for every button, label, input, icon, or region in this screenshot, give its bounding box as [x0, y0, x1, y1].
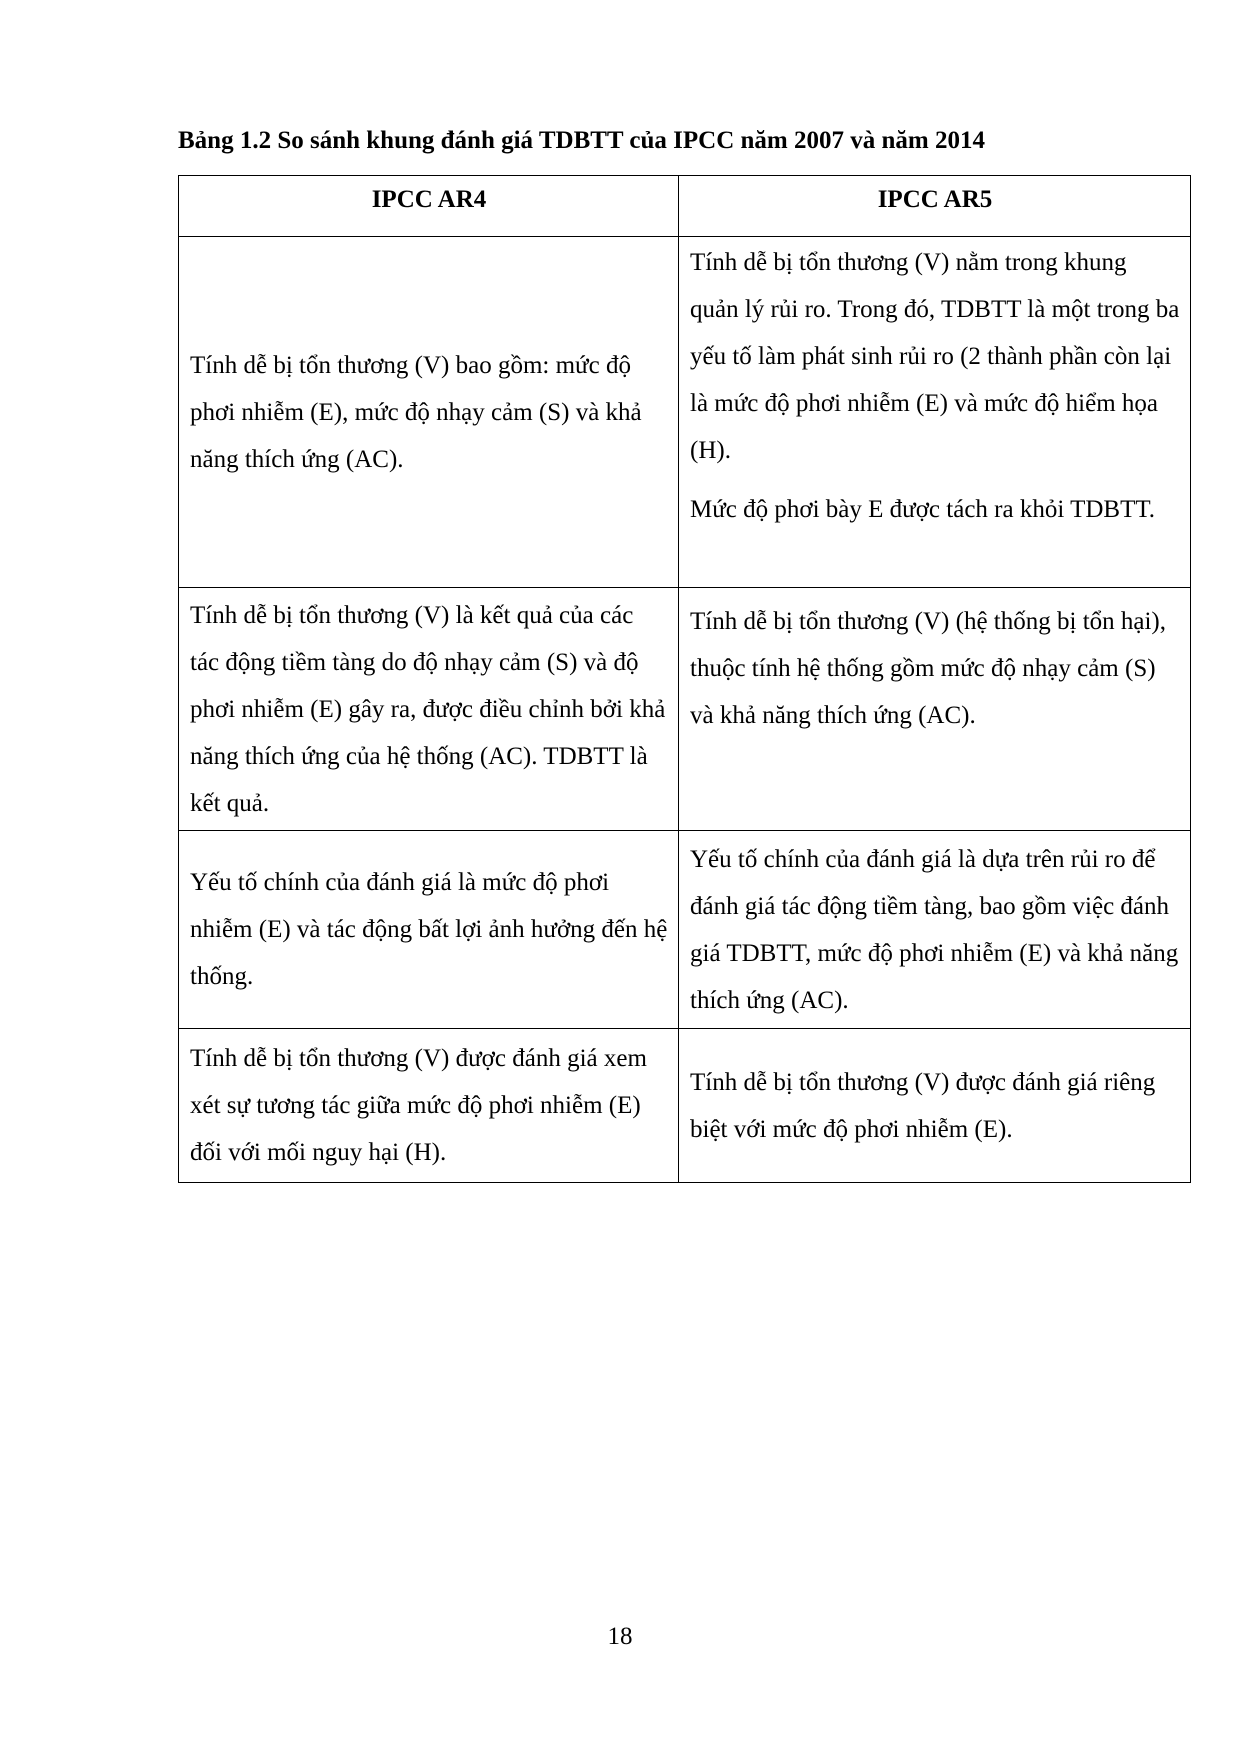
ar4-text: Tính dễ bị tổn thương (V) là kết quả của các tác động tiềm tàng do độ nhạy cảm (S) và độ phơi nhiễm (E) gây ra, được điều chỉnh bởi khả năng thích ứng của hệ thống (AC). TDBTT là kết quả.	[190, 601, 666, 817]
table-header-row	[179, 176, 1191, 237]
ar5-text: Mức độ phơi bày E được tách ra khỏi TDBTT.	[690, 496, 1156, 523]
ar5-text: Yếu tố chính của đánh giá là dựa trên rủi ro để đánh giá tác động tiềm tàng, bao gồm việc đánh giá TDBTT, mức độ phơi nhiễm (E) và khả năng thích ứng (AC).	[690, 845, 1179, 1014]
ar5-text: Tính dễ bị tổn thương (V) (hệ thống bị tổn hại), thuộc tính hệ thống gồm mức độ nhạy cảm (S) và khả năng thích ứng (AC).	[690, 608, 1167, 729]
table-row	[179, 237, 1191, 588]
ar5-text: Tính dễ bị tổn thương (V) được đánh giá riêng biệt với mức độ phơi nhiễm (E).	[690, 1068, 1156, 1143]
ar4-cell	[179, 1029, 679, 1183]
ar4-cell	[179, 831, 679, 1029]
ar5-text: Tính dễ bị tổn thương (V) nằm trong khung quản lý rủi ro. Trong đó, TDBTT là một trong ba yếu tố làm phát sinh rủi ro (2 thành phần còn lại là mức độ phơi nhiễm (E) và mức độ hiểm họa (H).	[690, 249, 1180, 464]
ar5-cell	[679, 1029, 1191, 1183]
table-row	[179, 831, 1191, 1029]
comparison-table	[178, 175, 1191, 1183]
page-number: 18	[607, 1623, 633, 1650]
ar4-text: Tính dễ bị tổn thương (V) bao gồm: mức độ phơi nhiễm (E), mức độ nhạy cảm (S) và khả năng thích ứng (AC).	[190, 351, 642, 473]
table-row	[179, 1029, 1191, 1183]
header-ipcc-ar5: IPCC AR5	[679, 176, 1191, 237]
ar4-cell	[179, 237, 679, 588]
ar4-text: Tính dễ bị tổn thương (V) được đánh giá xem xét sự tương tác giữa mức độ phơi nhiễm (E) đối với mối nguy hại (H).	[190, 1045, 647, 1166]
table-caption: Bảng 1.2 So sánh khung đánh giá TDBTT của IPCC năm 2007 và năm 2014	[178, 127, 985, 154]
ar4-cell	[179, 588, 679, 831]
header-ipcc-ar4: IPCC AR4	[179, 176, 679, 237]
table-row	[179, 588, 1191, 831]
ar5-cell	[679, 588, 1191, 831]
ar4-text: Yếu tố chính của đánh giá là mức độ phơi nhiễm (E) và tác động bất lợi ảnh hưởng đến hệ thống.	[190, 869, 668, 990]
ar5-cell	[679, 831, 1191, 1029]
ar5-cell	[679, 237, 1191, 588]
